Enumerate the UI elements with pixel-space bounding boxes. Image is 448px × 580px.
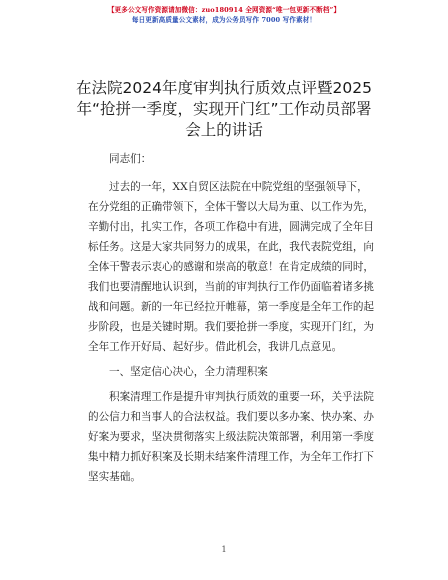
paragraph-line: 集中精力抓好积案及长期未结案件清理工作，为全年工作打下: [88, 451, 375, 463]
promo-line-1: 【更多公文写作资源请加微信：zuo180914 全网资源“唯一包更新不断档”】: [107, 6, 341, 14]
title-line-3: 会上的讲话: [185, 121, 263, 139]
paragraph-line: 好案为要求，坚决贯彻落实上级法院决策部署，利用第一季度: [88, 431, 375, 443]
paragraph-line: 我们也要清醒地认识到，当前的审判执行工作仍面临着诸多挑: [88, 281, 375, 293]
paragraph-line: 战和问题。新的一年已经拉开帷幕，第一季度是全年工作的起: [88, 301, 375, 313]
paragraph-1: [88, 177, 375, 357]
document-title: [60, 78, 388, 141]
paragraph-line: 在分党组的正确带领下，全体干警以大局为重、以工作为先，: [88, 201, 375, 213]
paragraph-2: [88, 387, 375, 487]
section-heading-1: 一、坚定信心决心，全力清理积案: [109, 366, 268, 378]
paragraph-line: 的公信力和当事人的合法权益。我们要以多办案、快办案、办: [88, 411, 375, 423]
paragraph-line: 积案清理工作是提升审判执行质效的重要一环，关乎法院: [109, 391, 374, 403]
title-line-2: 年“抢拼一季度，实现开门红”工作动员部署: [76, 100, 372, 118]
paragraph-line: 标任务。这是大家共同努力的成果，在此，我代表院党组，向: [88, 241, 375, 253]
document-body: [88, 149, 375, 487]
paragraph-line: 过去的一年，XX自贸区法院在中院党组的坚强领导下，: [109, 181, 368, 193]
page-number: 1: [221, 545, 227, 554]
paragraph-line: 辛勤付出，扎实工作，各项工作稳中有进，圆满完成了全年目: [88, 221, 375, 233]
paragraph-line: 全体干警表示衷心的感谢和崇高的敬意！在肯定成绩的同时，: [88, 261, 375, 273]
paragraph-line: 全年工作开好局、起好步。借此机会，我讲几点意见。: [88, 341, 343, 353]
salutation: 同志们：: [109, 153, 152, 165]
promo-banner: [0, 6, 448, 25]
promo-line-2: 每日更新高质量公文素材，成为公务员写作 7000 写作素材！: [131, 15, 317, 24]
title-line-1: 在法院2024年度审判执行质效点评暨2025: [76, 79, 372, 97]
paragraph-line: 坚实基础。: [88, 471, 141, 483]
paragraph-line: 步阶段，也是关键时期。我们要抢拼一季度，实现开门红，为: [88, 321, 375, 333]
